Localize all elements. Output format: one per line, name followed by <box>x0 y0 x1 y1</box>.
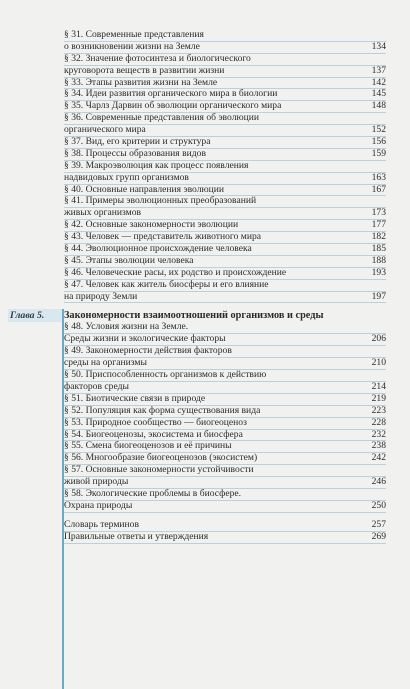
toc-entry-title: § 45. Этапы эволюции человека <box>64 254 194 266</box>
toc-page-number: 177 <box>371 219 386 231</box>
toc-line <box>64 292 386 304</box>
toc-page-number: 142 <box>371 76 386 88</box>
toc-entry <box>0 54 410 78</box>
toc-entry <box>0 113 410 137</box>
toc-page-number: 185 <box>371 243 386 255</box>
toc-entry-title: § 57. Основные закономерности устойчивости <box>64 464 254 476</box>
toc-page-number: 167 <box>371 183 386 195</box>
toc-page-number: 223 <box>371 404 386 416</box>
toc-page-number: 269 <box>371 530 386 542</box>
toc-entry <box>0 532 410 544</box>
toc-page-number: 232 <box>371 428 386 440</box>
toc-entry <box>0 280 410 304</box>
chapter-title: Закономерности взаимоотношений организмов и среды <box>64 310 324 322</box>
toc-page-number: 163 <box>371 171 386 183</box>
toc-page-number: 242 <box>371 452 386 464</box>
toc-entry-title: § 35. Чарлз Дарвин об эволюции органического мира <box>64 100 282 112</box>
toc-entry <box>0 418 410 430</box>
toc-line <box>64 173 386 185</box>
toc-entry-title: § 42. Основные закономерности эволюции <box>64 219 239 231</box>
toc-line <box>64 501 386 513</box>
toc-entry-title: Правильные ответы и утверждения <box>64 530 209 542</box>
toc-page-number: 148 <box>371 100 386 112</box>
toc-line <box>64 418 386 430</box>
toc-page-number: 134 <box>371 40 386 52</box>
toc-entry-title: § 41. Примеры эволюционных преобразований <box>64 195 257 207</box>
toc-entry <box>0 322 410 346</box>
toc-entry-title: § 58. Экологические проблемы в биосфере. <box>64 487 242 499</box>
toc-entry-title: § 38. Процессы образования видов <box>64 147 206 159</box>
toc-page-number: 159 <box>371 147 386 159</box>
toc-entry-title: § 36. Современные представления об эволюции <box>64 112 260 124</box>
toc-line <box>64 66 386 78</box>
toc-entry-title: надвидовых групп организмов <box>64 171 189 183</box>
toc-entry <box>0 30 410 54</box>
toc-entry-title: § 37. Вид, его критерии и структура <box>64 136 211 148</box>
toc-entry-title: § 56. Многообразие биогеоценозов (экосистем) <box>64 452 258 464</box>
toc-line <box>64 161 386 173</box>
toc-line <box>64 54 386 66</box>
toc-page-number: 188 <box>371 254 386 266</box>
toc-entry-title: § 54. Биогеоценозы, экосистема и биосфера <box>64 428 243 440</box>
toc-page-number: 137 <box>371 64 386 76</box>
toc-entry-title: круговорота веществ в развитии жизни <box>64 64 225 76</box>
toc-entry-title: § 47. Человек как житель биосферы и его влияние <box>64 278 269 290</box>
toc-entry-title: среды на организмы <box>64 357 147 369</box>
toc-entry <box>0 196 410 220</box>
toc-page-number: 250 <box>371 499 386 511</box>
toc-entry-title: § 43. Человек — представитель животного мира <box>64 231 262 243</box>
toc-entry-title: факторов среды <box>64 380 129 392</box>
toc-entry-title: § 55. Смена биогеоценозов и её причины <box>64 440 232 452</box>
toc-entry <box>0 520 410 532</box>
toc-entry-title: § 39. Макроэволюция как процесс появления <box>64 159 249 171</box>
toc-entry-title: живых организмов <box>64 207 142 219</box>
chapter-row <box>0 309 410 512</box>
toc-entry-title: § 31. Современные представления <box>64 29 204 40</box>
toc-entry <box>0 346 410 370</box>
toc-entry-title: § 32. Значение фотосинтеза и биологического <box>64 52 251 64</box>
toc-entry-title: § 44. Эволюционное происхождение человека <box>64 243 252 255</box>
toc-entry-title: § 33. Этапы развития жизни на Земле <box>64 76 218 88</box>
toc-entry <box>0 406 410 418</box>
toc-block-chapter5 <box>0 322 410 512</box>
toc-page-number: 173 <box>371 207 386 219</box>
table-of-contents <box>0 30 410 544</box>
toc-line <box>64 532 386 544</box>
toc-page-number: 214 <box>371 380 386 392</box>
toc-entry-title: § 48. Условия жизни на Земле. <box>64 321 189 333</box>
toc-page-number: 193 <box>371 266 386 278</box>
toc-entry <box>0 489 410 513</box>
toc-entry-title: живой природы <box>64 476 129 488</box>
toc-line <box>64 394 386 406</box>
toc-page-number: 246 <box>371 476 386 488</box>
toc-block-appendix <box>0 520 410 544</box>
toc-page-number: 145 <box>371 88 386 100</box>
toc-page-number: 257 <box>371 518 386 530</box>
toc-page-number: 206 <box>371 333 386 345</box>
toc-entry <box>0 268 410 280</box>
toc-page-number: 238 <box>371 440 386 452</box>
toc-line <box>64 520 386 532</box>
toc-entry <box>0 370 410 394</box>
toc-page-number: 156 <box>371 136 386 148</box>
toc-page-number: 228 <box>371 416 386 428</box>
toc-entry-title: § 52. Популяция как форма существования вида <box>64 404 261 416</box>
toc-entry <box>0 394 410 406</box>
toc-page-number: 197 <box>371 290 386 302</box>
toc-entry-title: Охрана природы <box>64 499 133 511</box>
toc-entry-title: на природу Земли <box>64 290 138 302</box>
toc-entry-title: § 40. Основные направления эволюции <box>64 183 225 195</box>
toc-entry <box>0 465 410 489</box>
toc-entry-title: Словарь терминов <box>64 518 139 530</box>
toc-line <box>64 149 386 161</box>
toc-entry-title: Среды жизни и экологические факторы <box>64 333 226 345</box>
toc-entry-title: органического мира <box>64 124 146 136</box>
toc-page-number: 152 <box>371 124 386 136</box>
toc-line <box>64 268 386 280</box>
toc-line <box>64 42 386 54</box>
toc-entry-title: § 49. Закономерности действия факторов <box>64 345 232 357</box>
toc-line <box>64 406 386 418</box>
toc-line <box>64 280 386 292</box>
toc-entry-title: о возникновении жизни на Земле <box>64 40 200 52</box>
toc-page-number: 182 <box>371 231 386 243</box>
toc-entry <box>0 149 410 161</box>
toc-entry-title: § 34. Идеи развития органического мира в биологии <box>64 88 278 100</box>
toc-page-number: 219 <box>371 392 386 404</box>
toc-entry-title: § 53. Природное сообщество — биогеоценоз <box>64 416 247 428</box>
chapter-label: Глава 5. <box>8 309 62 322</box>
toc-block-chapter4 <box>0 30 410 303</box>
toc-entry <box>0 161 410 185</box>
toc-entry-title: § 51. Биотические связи в природе <box>64 392 206 404</box>
toc-entry <box>0 244 410 256</box>
toc-entry-title: § 46. Человеческие расы, их родство и происхождение <box>64 266 287 278</box>
toc-page-number: 210 <box>371 357 386 369</box>
toc-entry-title: § 50. Приспособленность организмов к действию <box>64 369 267 381</box>
